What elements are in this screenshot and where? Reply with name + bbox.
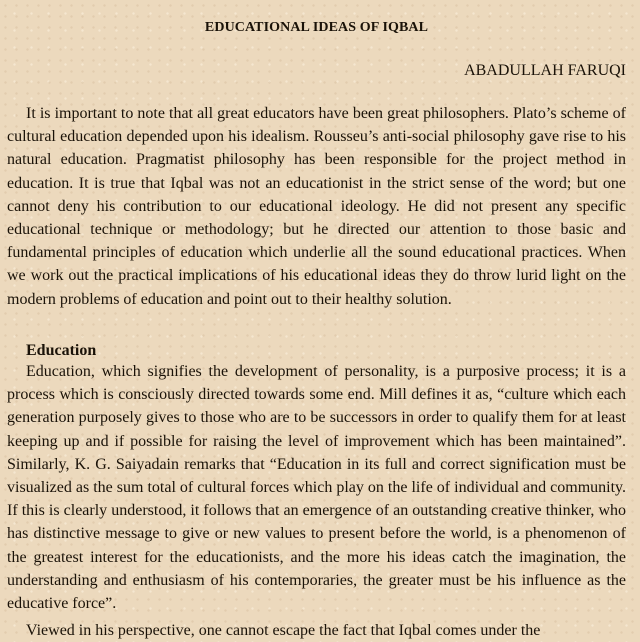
author-name: ABADULLAH FARUQI [464, 62, 626, 79]
section-paragraph: Education, which signifies the development of personality, is a purposive process; it is a process which is consciously directed towards some end. Mill defines it as, “culture which each generation purposely gives to those who are to be successors in order to qualify them for at least keeping up and if possible for raising the level of improvement which has been maintained”. Similarly, K. G. Saiyadain remarks that “Education in its full and correct signification must be visualized as the sum total of cultural forces which play on the life of individual and community. If this is clearly understood, it follows that an emergence of an outstanding creative thinker, who has distinctive message to give or new values to present before the world, is a phenomenon of the greatest interest for the educationists, and the more his ideas catch the imagination, the understanding and enthusiasm of his contemporaries, the greater must be his influence as the educative force”. [7, 363, 626, 613]
section-heading: Education [26, 342, 97, 359]
section-paragraph: Viewed in his perspective, one cannot escape the fact that Iqbal comes under the [26, 622, 541, 639]
intro-paragraph: It is important to note that all great educators have been great philosophers. Plato’s scheme of cultural education depended upon his idealism. Rousseu’s anti-social philosophy gave rise to his natural education. Pragmatist philosophy has been responsible for the project method in education. It is true that Iqbal was not an educationist in the strict sense of the word; but one cannot deny his contribution to our educational ideology. He did not present any specific educational technique or methodology; but he directed our attention to those basic and fundamental principles of education which underlie all the sound educational practices. When we work out the practical implications of his educational ideas they do throw lurid light on the modern problems of education and point out to their healthy solution. [7, 105, 626, 308]
document-title: EDUCATIONAL IDEAS OF IQBAL [204, 20, 429, 35]
